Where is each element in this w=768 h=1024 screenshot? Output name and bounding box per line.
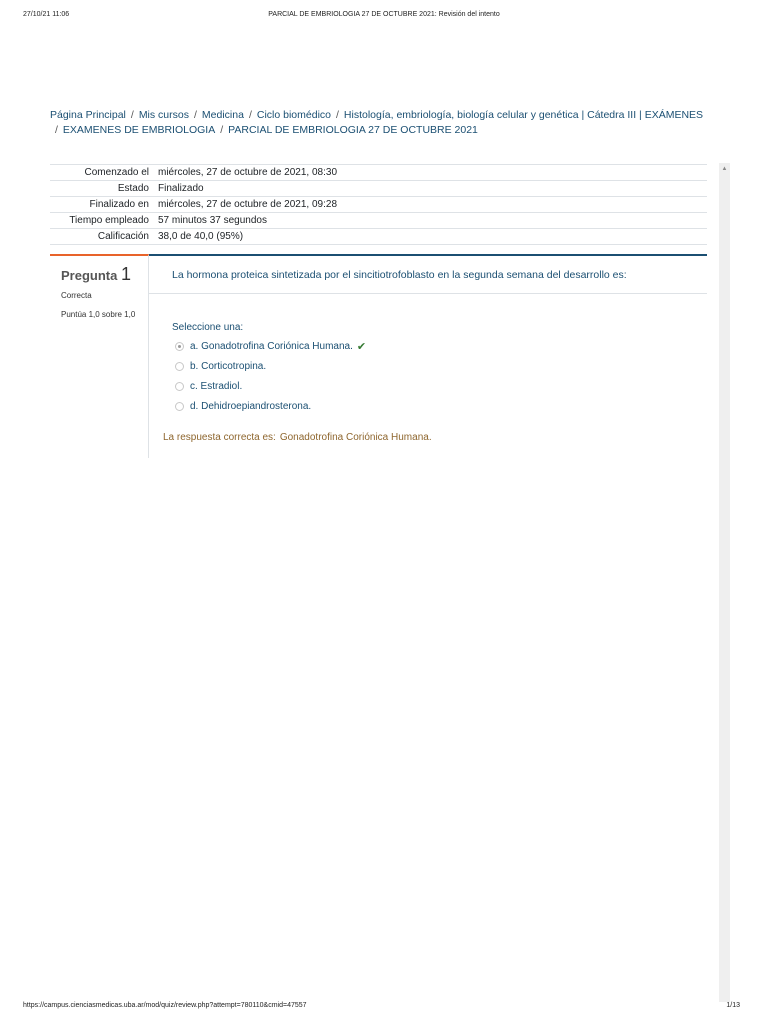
scroll-up-arrow-icon[interactable]: ▲ — [721, 166, 728, 172]
print-title: PARCIAL DE EMBRIOLOGIA 27 DE OCTUBRE 2021: Revisión del intento — [268, 11, 500, 18]
radio-button[interactable] — [175, 402, 184, 411]
question-info — [50, 254, 149, 458]
summary-key: Finalizado en — [89, 199, 149, 210]
summary-key: Calificación — [97, 231, 149, 242]
question-grade: Puntúa 1,0 sobre 1,0 — [61, 310, 136, 319]
summary-key: Estado — [117, 183, 149, 194]
answer-option-c[interactable] — [175, 376, 366, 396]
print-header — [0, 11, 768, 23]
answer-option-b[interactable] — [175, 356, 366, 376]
summary-row-time-taken — [50, 213, 707, 229]
breadcrumb-separator: / — [55, 124, 58, 136]
feedback-label: La respuesta correcta es: — [163, 432, 276, 443]
summary-value: miércoles, 27 de octubre de 2021, 09:28 — [158, 199, 338, 210]
breadcrumb-ciclo-biomedico[interactable]: Ciclo biomédico — [256, 109, 331, 121]
answer-option-a[interactable] — [175, 336, 366, 356]
question-number-value: 1 — [120, 264, 131, 284]
summary-row-started — [50, 165, 707, 181]
summary-row-finished — [50, 197, 707, 213]
summary-value: Finalizado — [158, 183, 204, 194]
answer-prompt: Seleccione una: — [172, 322, 244, 333]
answer-option-label: b. Corticotropina. — [190, 360, 267, 372]
attempt-summary-table — [50, 164, 707, 245]
check-icon: ✔ — [356, 340, 367, 353]
breadcrumb-separator: / — [194, 109, 197, 121]
question-number — [61, 264, 131, 285]
summary-value: miércoles, 27 de octubre de 2021, 08:30 — [158, 167, 338, 178]
answer-list — [175, 336, 366, 416]
print-footer — [0, 1002, 768, 1014]
summary-value: 57 minutos 37 segundos — [158, 215, 267, 226]
radio-button[interactable] — [175, 362, 184, 371]
answer-option-label: c. Estradiol. — [190, 380, 243, 392]
answer-option-label: d. Dehidroepiandrosterona. — [190, 400, 312, 412]
print-datetime: 27/10/21 11:06 — [23, 11, 70, 18]
summary-value: 38,0 de 40,0 (95%) — [158, 231, 244, 242]
breadcrumb-medicina[interactable]: Medicina — [201, 109, 244, 121]
breadcrumb-quiz[interactable]: PARCIAL DE EMBRIOLOGIA 27 DE OCTUBRE 2021 — [228, 124, 478, 136]
question-state: Correcta — [61, 291, 92, 300]
breadcrumb-home[interactable]: Página Principal — [50, 109, 126, 121]
radio-button-selected[interactable] — [175, 342, 184, 351]
radio-button[interactable] — [175, 382, 184, 391]
breadcrumb-course[interactable]: Histología, embriología, biología celular y genética | Cátedra III | EXÁMENES — [343, 109, 704, 121]
print-page-number: 1/13 — [726, 1002, 740, 1009]
feedback-value: Gonadotrofina Coriónica Humana. — [279, 432, 432, 443]
breadcrumb-separator: / — [130, 109, 134, 121]
breadcrumb-separator: / — [248, 109, 252, 121]
summary-row-state — [50, 181, 707, 197]
answer-option-label: a. Gonadotrofina Coriónica Humana. — [190, 340, 353, 352]
print-url: https://campus.cienciasmedicas.uba.ar/mod/quiz/review.php?attempt=780110&cmid=47557 — [23, 1002, 307, 1009]
correct-answer-feedback — [163, 432, 432, 443]
scrollbar[interactable] — [719, 163, 730, 1002]
answer-option-d[interactable] — [175, 396, 366, 416]
question-label: Pregunta — [61, 268, 118, 283]
breadcrumb — [50, 108, 720, 138]
question-content — [149, 254, 707, 458]
question-block — [50, 254, 707, 458]
summary-key: Tiempo empleado — [69, 215, 149, 226]
breadcrumb-separator: / — [336, 109, 339, 121]
question-text-box — [149, 256, 707, 294]
summary-key: Comenzado el — [84, 167, 149, 178]
breadcrumb-separator: / — [220, 124, 224, 136]
breadcrumb-my-courses[interactable]: Mis cursos — [138, 109, 189, 121]
breadcrumb-exams[interactable]: EXAMENES DE EMBRIOLOGIA — [62, 124, 216, 136]
summary-row-grade — [50, 229, 707, 245]
question-text: La hormona proteica sintetizada por el sincitiotrofoblasto en la segunda semana del desarrollo es: — [172, 269, 627, 281]
